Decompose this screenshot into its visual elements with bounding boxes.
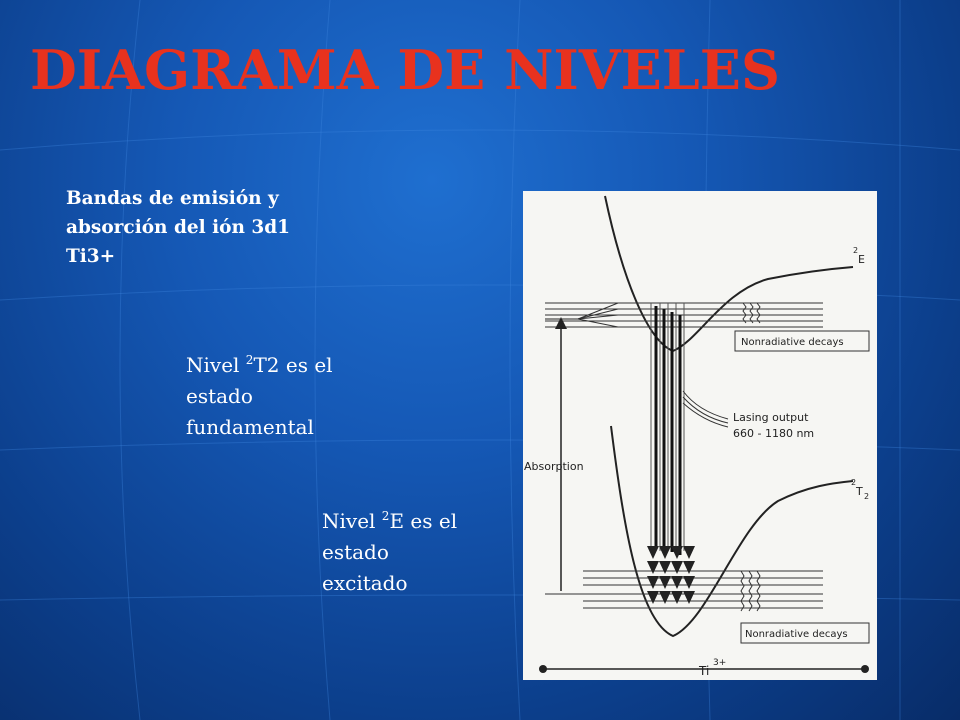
lower-levels — [583, 571, 823, 608]
label-nonradiative-bottom: Nonradiative decays — [745, 629, 848, 640]
label-ion-main: Ti — [699, 664, 710, 678]
ion-dot-left — [539, 665, 547, 673]
label-absorption: Absorption — [524, 460, 584, 473]
label-lasing-line2: 660 - 1180 nm — [733, 427, 815, 440]
note-excited-prefix: Nivel — [322, 509, 382, 533]
note-excited-state — [322, 506, 472, 599]
label-2T2-sub: 2 — [864, 492, 870, 501]
note-ground-prefix: Nivel — [186, 353, 246, 377]
nonradiative-squiggles-bottom — [741, 571, 760, 611]
energy-level-diagram — [523, 191, 877, 680]
subtitle-text: Bandas de emisión y absorción del ión 3d1 Ti3+ — [66, 188, 291, 267]
note-ground-state — [186, 350, 386, 443]
label-2T2-main: T — [856, 485, 863, 498]
page-title: DIAGRAMA DE NIVELES — [30, 38, 780, 102]
label-2T2-sup: 2 — [851, 478, 857, 487]
ion-dot-right — [861, 665, 869, 673]
curve-2T2 — [611, 426, 853, 636]
label-2E-main: E — [858, 253, 865, 266]
label-ion-sup: 3+ — [713, 658, 727, 668]
label-2E-sup: 2 — [853, 246, 859, 255]
lasing-leaders — [683, 391, 728, 427]
note-excited-rest: E es el estado excitado — [322, 509, 458, 595]
label-lasing-line1: Lasing output — [733, 411, 809, 424]
curve-2E — [605, 196, 853, 351]
note-excited-sup: 2 — [381, 509, 390, 523]
label-nonradiative-top: Nonradiative decays — [741, 337, 844, 348]
energy-level-figure — [523, 191, 877, 680]
note-ground-sup: 2 — [245, 353, 254, 367]
nonradiative-squiggles-top — [743, 303, 760, 323]
note-ground-rest: T2 es el estado fundamental — [186, 353, 333, 439]
arrowheads-cluster — [647, 546, 695, 604]
